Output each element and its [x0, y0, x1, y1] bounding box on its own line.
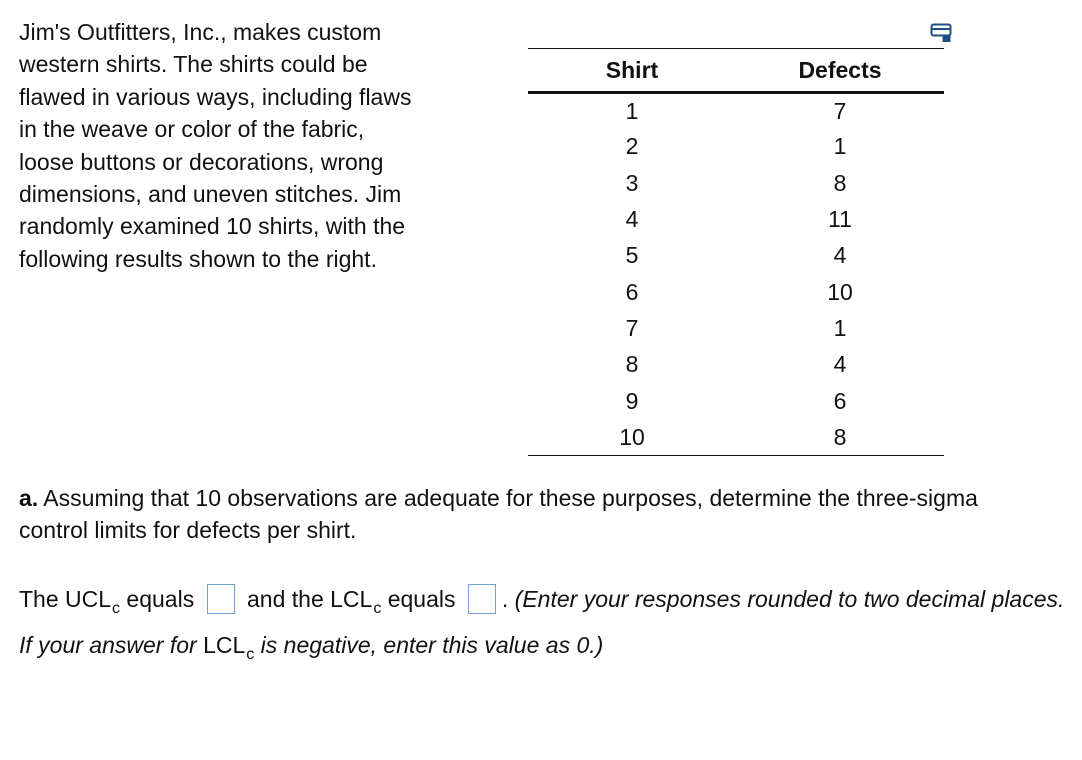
- shirt-cell: 7: [625, 314, 639, 341]
- instruction-text-2: is negative, enter this value as 0.): [254, 632, 604, 658]
- table-header-row: [528, 49, 944, 93]
- copy-table-icon[interactable]: [930, 22, 954, 44]
- shirt-cell: 4: [625, 206, 639, 233]
- defects-cell: 7: [833, 97, 847, 124]
- shirt-cell: 2: [625, 133, 639, 160]
- ucl-input[interactable]: [207, 584, 235, 614]
- table-row: [528, 274, 944, 310]
- table-row: [528, 419, 944, 455]
- instruction-text-1: (Enter your responses rounded to two decimal places. If your answer for: [19, 586, 1065, 658]
- question-label: a.: [19, 485, 39, 511]
- defects-cell: 8: [736, 419, 944, 455]
- question-text: Assuming that 10 observations are adequate for these purposes, determine the three-sigma control limits for defects per shirt.: [19, 485, 978, 544]
- lcl-subscript: c: [373, 600, 382, 617]
- table-row: [528, 165, 944, 201]
- defects-cell: 6: [833, 387, 847, 414]
- header-shirt: Shirt: [528, 49, 736, 93]
- lcl-input[interactable]: [468, 584, 496, 614]
- table-row: [528, 383, 944, 419]
- question-a: [19, 482, 1019, 547]
- instruction-lcl: LCL: [203, 632, 246, 658]
- defects-cell: 1: [833, 314, 847, 341]
- table-row: [528, 347, 944, 383]
- equals-text-2: equals: [381, 586, 462, 612]
- defects-cell: 1: [833, 133, 847, 160]
- shirt-cell: 3: [625, 169, 639, 196]
- defects-cell: 4: [833, 351, 847, 378]
- table-row: [528, 129, 944, 165]
- defects-cell: 11: [828, 206, 852, 233]
- table-row: [528, 238, 944, 274]
- shirt-cell: 10: [528, 419, 736, 455]
- defects-cell: 10: [827, 278, 853, 305]
- equals-text-1: equals: [120, 586, 201, 612]
- problem-intro: Jim's Outfitters, Inc., makes custom western shirts. The shirts could be flawed in various ways, including flaws in the weave or color of the fabric, loose buttons or decorations, wrong dimensions, and uneven stitches. Jim randomly examined 10 shirts, with the following results shown to the right.: [19, 19, 412, 272]
- defects-table: [528, 48, 944, 456]
- ucl-label: The UCL: [19, 586, 112, 612]
- instruction-lcl-subscript: c: [246, 646, 255, 663]
- period-text: .: [501, 586, 515, 612]
- shirt-cell: 8: [625, 351, 639, 378]
- defects-cell: 4: [833, 242, 847, 269]
- table-row: [528, 310, 944, 346]
- lcl-label: and the LCL: [240, 586, 373, 612]
- shirt-cell: 6: [625, 278, 639, 305]
- shirt-cell: 1: [625, 97, 639, 124]
- ucl-subscript: c: [112, 600, 121, 617]
- answer-line: [19, 578, 1069, 670]
- defects-cell: 8: [833, 169, 847, 196]
- table-row: [528, 93, 944, 129]
- header-defects: Defects: [736, 49, 944, 93]
- shirt-cell: 5: [625, 242, 639, 269]
- table-row: [528, 201, 944, 237]
- shirt-cell: 9: [625, 387, 639, 414]
